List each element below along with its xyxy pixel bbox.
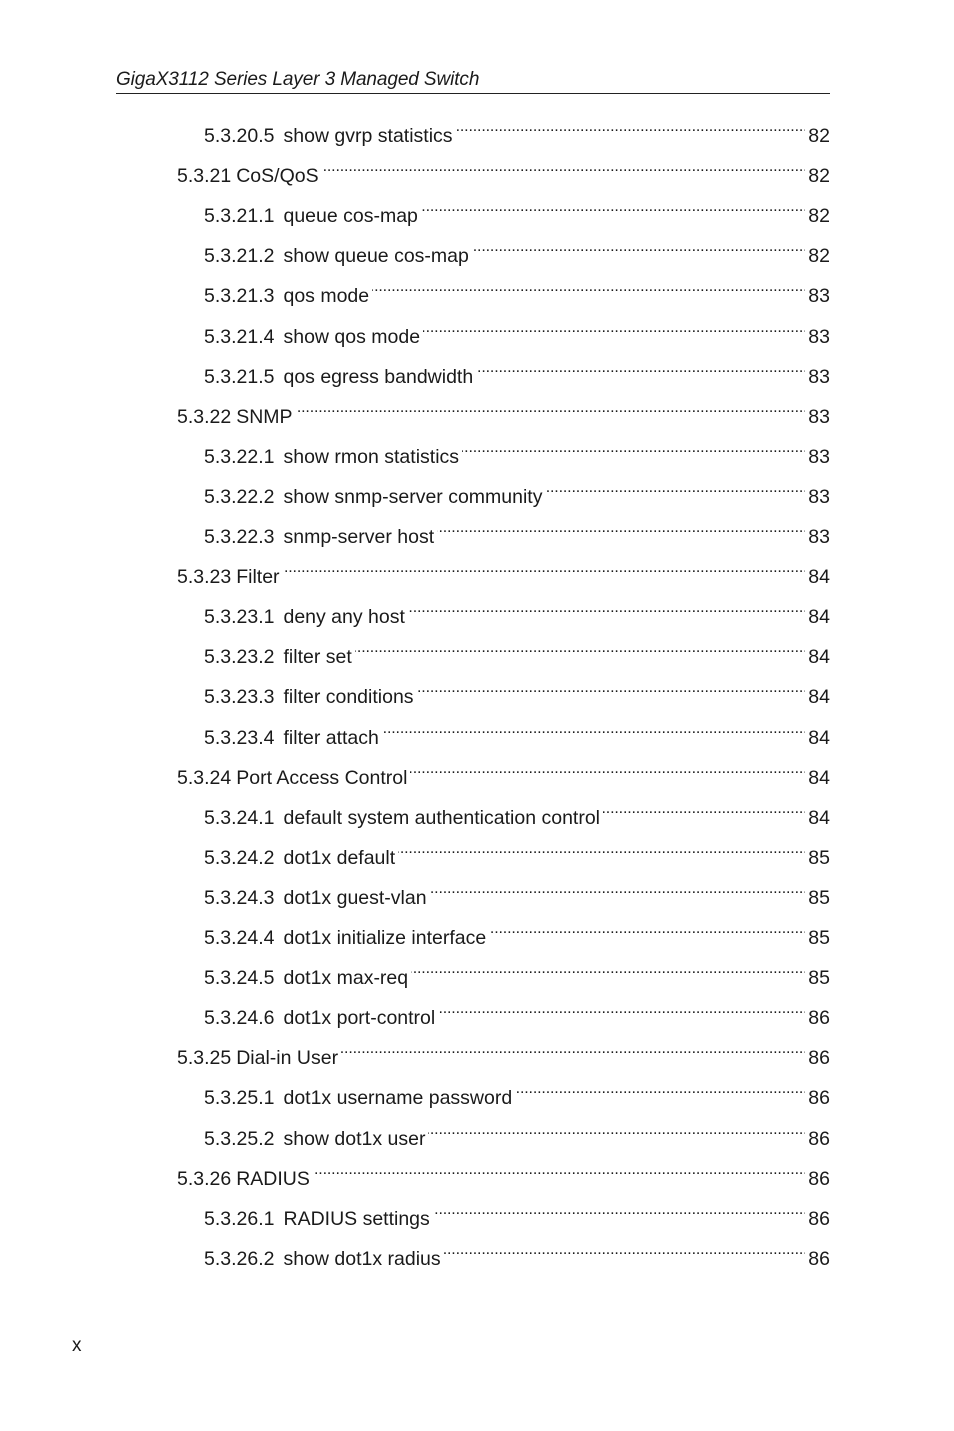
toc-entry[interactable] — [204, 914, 830, 949]
toc-dot-leader — [410, 754, 805, 784]
toc-entry-page: 84 — [808, 646, 830, 669]
toc-entry-number: 5.3.21.4 — [204, 325, 275, 348]
toc-entry-page: 83 — [808, 405, 830, 428]
toc-dot-leader — [430, 874, 806, 904]
page-number: x — [72, 1335, 82, 1356]
toc-entry-title: snmp-server host — [283, 526, 435, 548]
toc-entry-title: CoS/QoS — [236, 165, 319, 188]
toc-entry-title: filter attach — [283, 726, 379, 749]
toc-entry-number: 5.3.24.3 — [204, 886, 275, 909]
toc-entry-title: dot1x initialize interface — [283, 927, 487, 949]
toc-entry-page: 85 — [808, 846, 830, 869]
toc-entry[interactable] — [204, 834, 830, 869]
toc-entry-page: 83 — [808, 325, 830, 348]
toc-entry-number: 5.3.22.3 — [204, 526, 275, 548]
toc-entry-page: 84 — [808, 686, 830, 709]
toc-entry-number: 5.3.22.2 — [204, 485, 275, 508]
running-header — [116, 68, 830, 94]
toc-entry[interactable] — [204, 874, 830, 909]
toc-entry-page: 86 — [808, 1127, 830, 1150]
toc-entry-number: 5.3.26 — [177, 1167, 232, 1190]
toc-entry-page: 84 — [808, 566, 830, 589]
toc-entry[interactable] — [204, 313, 830, 348]
toc-entry-number: 5.3.24.1 — [204, 806, 275, 829]
toc-dot-leader — [515, 1074, 805, 1104]
toc-entry[interactable] — [204, 272, 830, 308]
toc-entry-number: 5.3.21.5 — [204, 365, 275, 388]
toc-dot-leader — [355, 633, 806, 663]
toc-entry-number: 5.3.23.4 — [204, 726, 275, 749]
toc-entry-page: 84 — [808, 766, 830, 789]
toc-dot-leader — [417, 673, 806, 703]
toc-entry[interactable] — [204, 1074, 830, 1110]
toc-entry-title: dot1x username password — [283, 1087, 513, 1110]
toc-dot-leader — [456, 112, 806, 142]
toc-entry-page: 82 — [808, 205, 830, 228]
toc-entry[interactable] — [177, 754, 830, 789]
toc-entry-title: Filter — [236, 566, 280, 589]
toc-entry-page: 83 — [808, 285, 830, 308]
toc-entry-page: 86 — [808, 1087, 830, 1110]
toc-entry-title: SNMP — [236, 405, 293, 428]
toc-entry-number: 5.3.25.2 — [204, 1127, 275, 1150]
toc-entry-title: show dot1x radius — [283, 1247, 441, 1270]
toc-dot-leader — [476, 353, 805, 383]
toc-dot-leader — [545, 473, 805, 503]
toc-entry-title: show dot1x user — [283, 1127, 426, 1150]
toc-dot-leader — [489, 914, 805, 944]
toc-entry-title: RADIUS settings — [283, 1207, 430, 1230]
toc-entry-title: deny any host — [283, 606, 405, 629]
toc-dot-leader — [462, 433, 805, 463]
toc-entry-number: 5.3.21 — [177, 165, 232, 188]
toc-entry[interactable] — [204, 1235, 830, 1270]
toc-dot-leader — [421, 192, 805, 222]
toc-entry-number: 5.3.21.2 — [204, 245, 275, 268]
toc-entry[interactable] — [204, 794, 830, 829]
toc-entry-number: 5.3.23 — [177, 566, 232, 589]
toc-entry-page: 86 — [808, 1247, 830, 1270]
toc-entry-page: 85 — [808, 886, 830, 909]
toc-entry-title: filter set — [283, 646, 352, 669]
toc-entry-page: 86 — [808, 1007, 830, 1030]
toc-entry[interactable] — [204, 1115, 830, 1150]
toc-entry-number: 5.3.24 — [177, 766, 232, 789]
toc-entry-number: 5.3.22 — [177, 405, 232, 428]
toc-entry-page: 82 — [808, 125, 830, 147]
toc-entry-title: queue cos-map — [283, 205, 418, 228]
toc-dot-leader — [382, 714, 805, 744]
toc-entry-number: 5.3.21.1 — [204, 205, 275, 228]
toc-entry-number: 5.3.23.1 — [204, 606, 275, 629]
toc-entry[interactable] — [204, 192, 830, 228]
toc-dot-leader — [408, 593, 805, 623]
toc-entry[interactable] — [204, 673, 830, 709]
toc-dot-leader — [313, 1155, 805, 1185]
toc-entry[interactable] — [204, 633, 830, 669]
toc-entry-title: show rmon statistics — [283, 445, 460, 468]
toc-entry-title: Port Access Control — [236, 766, 408, 789]
toc-entry-page: 86 — [808, 1047, 830, 1070]
toc-entry-page: 84 — [808, 726, 830, 749]
toc-entry-page: 83 — [808, 365, 830, 388]
toc-entry-page: 85 — [808, 927, 830, 949]
toc-entry[interactable] — [177, 152, 830, 188]
toc-entry-number: 5.3.24.4 — [204, 927, 275, 949]
toc-entry-title: dot1x max-req — [283, 967, 409, 990]
toc-entry-page: 84 — [808, 606, 830, 629]
toc-entry-page: 82 — [808, 245, 830, 268]
toc-entry-number: 5.3.24.2 — [204, 846, 275, 869]
toc-dot-leader — [398, 834, 805, 864]
toc-entry[interactable] — [204, 232, 830, 268]
toc-entry-number: 5.3.22.1 — [204, 445, 275, 468]
toc-entry-title: dot1x port-control — [283, 1007, 436, 1030]
toc-entry[interactable] — [204, 112, 830, 147]
toc-entry-page: 85 — [808, 967, 830, 990]
toc-entry-number: 5.3.23.2 — [204, 646, 275, 669]
toc-dot-leader — [423, 313, 805, 343]
toc-dot-leader — [603, 794, 805, 824]
toc-entry[interactable] — [204, 433, 830, 468]
toc-entry[interactable] — [204, 994, 830, 1030]
toc-dot-leader — [438, 994, 805, 1024]
toc-entry[interactable] — [177, 553, 830, 589]
toc-entry-title: default system authentication control — [283, 806, 600, 829]
toc-entry[interactable] — [204, 1195, 830, 1230]
toc-dot-leader — [372, 272, 805, 302]
toc-dot-leader — [437, 513, 805, 543]
toc-entry-page: 83 — [808, 485, 830, 508]
toc-entry-title: show gvrp statistics — [283, 125, 453, 147]
toc-entry-page: 84 — [808, 806, 830, 829]
toc-entry[interactable] — [204, 954, 830, 990]
toc-entry-page: 82 — [808, 165, 830, 188]
toc-entry-title: Dial-in User — [236, 1047, 339, 1070]
toc-dot-leader — [428, 1115, 805, 1145]
toc-entry-title: show qos mode — [283, 325, 421, 348]
toc-dot-leader — [433, 1195, 806, 1225]
toc-entry[interactable] — [204, 353, 830, 388]
toc-entry-number: 5.3.24.5 — [204, 967, 275, 990]
toc-entry-number: 5.3.26.2 — [204, 1247, 275, 1270]
toc-entry-title: qos egress bandwidth — [283, 365, 474, 388]
toc-entry[interactable] — [204, 593, 830, 629]
toc-entry-number: 5.3.23.3 — [204, 686, 275, 709]
toc-entry-page: 86 — [808, 1207, 830, 1230]
toc-entry-page: 83 — [808, 445, 830, 468]
toc-entry-number: 5.3.21.3 — [204, 285, 275, 308]
toc-entry-title: show queue cos-map — [283, 245, 469, 268]
toc-entry-number: 5.3.26.1 — [204, 1207, 275, 1230]
toc-entry-number: 5.3.20.5 — [204, 125, 275, 147]
running-title: GigaX3112 Series Layer 3 Managed Switch — [116, 69, 480, 90]
toc-entry-number: 5.3.24.6 — [204, 1007, 275, 1030]
toc-entry-title: filter conditions — [283, 686, 414, 709]
toc-entry-page: 83 — [808, 526, 830, 548]
toc-dot-leader — [283, 553, 806, 583]
toc-entry-number: 5.3.25 — [177, 1047, 232, 1070]
toc-entry[interactable] — [177, 1034, 830, 1070]
toc-entry-title: show snmp-server community — [283, 485, 543, 508]
toc-entry[interactable] — [177, 1155, 830, 1190]
toc-entry[interactable] — [177, 393, 830, 428]
toc-dot-leader — [296, 393, 806, 423]
toc-dot-leader — [472, 232, 805, 262]
toc-entry[interactable] — [204, 513, 830, 548]
toc-dot-leader — [341, 1034, 805, 1064]
toc-entry-title: dot1x default — [283, 846, 396, 869]
toc-entry-number: 5.3.25.1 — [204, 1087, 275, 1110]
toc-entry[interactable] — [204, 473, 830, 508]
toc-entry-page: 86 — [808, 1167, 830, 1190]
toc-entry[interactable] — [204, 714, 830, 749]
toc-entry-title: dot1x guest-vlan — [283, 886, 427, 909]
toc-dot-leader — [411, 954, 805, 984]
toc-entry-title: RADIUS — [236, 1167, 310, 1190]
toc-dot-leader — [444, 1235, 806, 1265]
toc-entry-title: qos mode — [283, 285, 370, 308]
toc-dot-leader — [322, 152, 806, 182]
